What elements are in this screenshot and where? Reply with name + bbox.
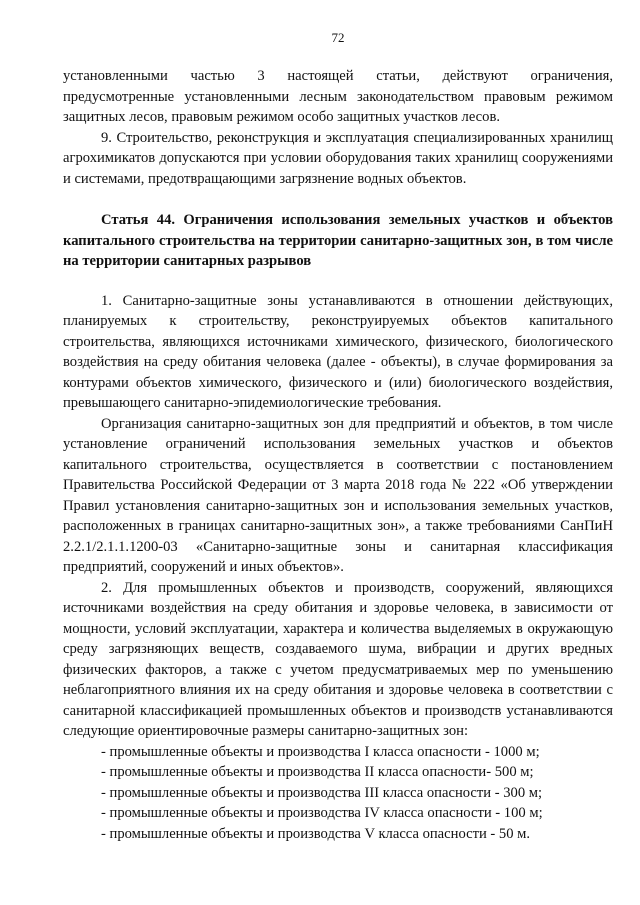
list-item: - промышленные объекты и производства III класса опасности - 300 м; (101, 784, 543, 801)
hazard-class-list (63, 742, 613, 845)
list-item: - промышленные объекты и производства IV класса опасности - 100 м; (101, 805, 543, 821)
list-item: - промышленные объекты и производства I класса опасности - 1000 м; (101, 743, 540, 760)
list-item: - промышленные объекты и производства V класса опасности - 50 м. (101, 825, 531, 842)
article-heading: Статья 44. Ограничения использования земельных участков и объектов капитального строительства на территории санитарно-защитных зон, в том числе на территории санитарных разрывов (63, 212, 613, 269)
paragraph-item-9: 9. Строительство, реконструкция и эксплуатация специализированных хранилищ агрохимикатов допускаются при условии оборудования таких хранилищ сооружениями и системами, предотвращающими загрязнение водных объектов. (63, 129, 613, 187)
paragraph-item-2: 2. Для промышленных объектов и производств, сооружений, являющихся источниками воздействия на среду обитания и здоровье человека, в зависимости от мощности, условий эксплуатации, характера и количества выделяемых в окружающую среду загрязняющих веществ, создаваемого шума, вибрации и других вредных физических факторов, а также с учетом предусматриваемых мер по уменьшению неблагоприятного влияния их на среду обитания и здоровье человека в соответствии с санитарной классификацией промышленных объектов и производств устанавливаются следующие ориентировочные размеры санитарно-защитных зон: (63, 579, 613, 739)
paragraph-organization: Организация санитарно-защитных зон для предприятий и объектов, в том числе установление ограничений использования земельных участков и объектов капитального строительства, осуществляется в соответствии с постановлением Правительства Российской Федерации от 3 марта 2018 года № 222 «Об утверждении Правил установления санитарно-защитных зон и использования земельных участков, расположенных в границах санитарно-защитных зон», а также требованиями СанПиН 2.2.1/2.1.1.1200-03 «Санитарно-защитные зоны и санитарная классификация предприятий, сооружений и иных объектов». (63, 415, 613, 575)
page-number: 72 (331, 30, 345, 45)
list-item: - промышленные объекты и производства II класса опасности- 500 м; (101, 764, 534, 780)
paragraph-continuation: установленными частью 3 настоящей статьи, действуют ограничения, предусмотренные установленными лесным законодательством правовым режимом защитных лесов, правовым режимом особо защитных участков лесов. (63, 68, 613, 125)
paragraph-item-1: 1. Санитарно-защитные зоны устанавливаются в отношении действующих, планируемых к строительству, реконструируемых объектов капитального строительства, являющихся источниками химического, физического, биологического воздействия на среду обитания человека (далее - объекты), в случае формирования за контурами объектов химического, физического и (или) биологического воздействия, превышающего санитарно-эпидемиологические требования. (63, 292, 613, 411)
